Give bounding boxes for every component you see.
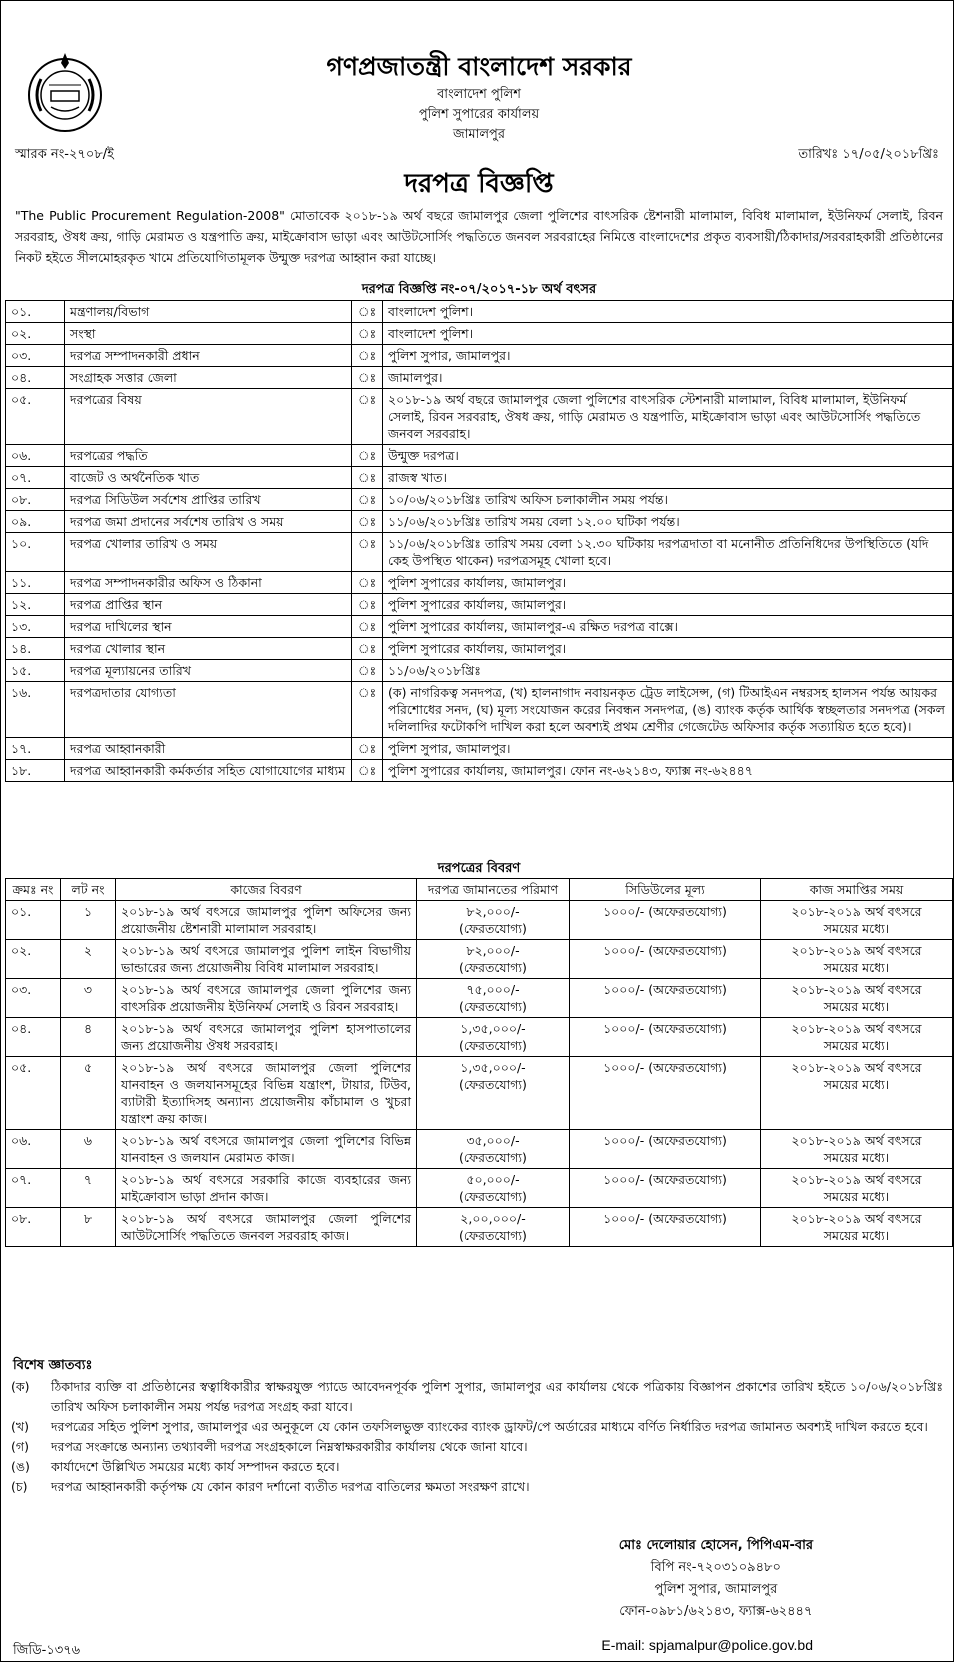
tender-desc: ২০১৮-১৯ অর্থ বৎসরে সরকারি কাজে ব্যবহারের জন্য মাইক্রোবাস ভাড়া প্রদান কাজ। [121,1172,411,1204]
note-key: (গ) [11,1439,29,1454]
detail-sep: ঃ [352,323,383,345]
special-note [11,1377,943,1417]
tender-row [6,1130,953,1169]
signatory-designation: পুলিশ সুপার, জামালপুর [654,1582,778,1597]
detail-value: রাজস্ব খাত। [383,467,953,489]
tender-security: ১,৩৫,০০০/- [460,1060,526,1075]
tender-refundable: (ফেরতযোগ্য) [459,960,527,975]
tender-period: ২০১৮-২০১৯ অর্থ বৎসরে [791,1172,922,1187]
tender-refundable: (ফেরতযোগ্য) [459,1189,527,1204]
detail-row [6,367,953,389]
tender-security: ৫০,০০০/- [466,1172,520,1187]
tender-security: ৩৫,০০০/- [466,1133,520,1148]
tender-schedule-fee: ১০০০/- (অফেরতযোগ্য) [603,982,727,997]
detail-value: পুলিশ সুপার, জামালপুর। [383,345,953,367]
header-line-3: জামালপুর [452,127,506,142]
tender-sl: ০৪. [11,1021,32,1036]
gd-number: জিডি-১৩৭৬ [13,1643,81,1658]
detail-no: ০৬. [6,445,65,467]
detail-value: পুলিশ সুপারের কার্যালয়, জামালপুর-এ রক্ষিত দরপত্র বাক্সে। [383,616,953,638]
details-table [5,300,953,782]
tender-sl: ০৫. [11,1060,32,1075]
special-note [11,1457,943,1477]
tender-lot: ১ [83,904,93,919]
col-sl: ক্রমঃ নং [6,879,61,901]
tender-desc: ২০১৮-১৯ অর্থ বৎসরে জামালপুর পুলিশ হাসপাতালের জন্য প্রয়োজনীয় ঔষধ সরবরাহ। [121,1021,411,1053]
special-notes-heading: বিশেষ জ্ঞাতব্যঃ [13,1358,93,1373]
detail-sep: ঃ [352,594,383,616]
tender-period: ২০১৮-২০১৯ অর্থ বৎসরে [791,1133,922,1148]
detail-sep: ঃ [352,533,383,572]
tender-schedule-fee: ১০০০/- (অফেরতযোগ্য) [603,1021,727,1036]
detail-row [6,389,953,445]
government-title: গণপ্রজাতন্ত্রী বাংলাদেশ সরকার [326,52,632,81]
tender-refundable: (ফেরতযোগ্য) [459,1228,527,1243]
detail-no: ০৮. [6,489,65,511]
tender-period: ২০১৮-২০১৯ অর্থ বৎসরে [791,904,922,919]
detail-label: দরপত্র দাখিলের স্থান [65,616,352,638]
detail-no: ০২. [6,323,65,345]
tender-desc: ২০১৮-১৯ অর্থ বৎসরে জামালপুর জেলা পুলিশের বিভিন্ন যানবাহন ও জলযান মেরামত কাজ। [121,1133,411,1165]
detail-no: ০৭. [6,467,65,489]
detail-value: ২০১৮-১৯ অর্থ বছরে জামালপুর জেলা পুলিশের বাৎসরিক স্টেশনারী মালামাল, বিবিধ মালামাল, ইউনিফর্ম সেলাই, রিবন সরবরাহ, ঔষধ ক্রয়, গাড়ি মেরামত ও যন্ত্রপাতি, মাইক্রোবাস ভাড়া এবং আউটসোর্সিং পদ্ধতিতে জনবল সরবরাহ। [383,389,953,445]
detail-no: ১১. [6,572,65,594]
col-lot: লট নং [61,879,116,901]
col-desc: কাজের বিবরণ [116,879,417,901]
detail-value: উন্মুক্ত দরপত্র। [383,445,953,467]
detail-row [6,533,953,572]
tender-desc: ২০১৮-১৯ অর্থ বৎসরে জামালপুর জেলা পুলিশের আউটসোর্সিং পদ্ধতিতে জনবল সরবরাহ কাজ। [121,1211,411,1243]
tender-sl: ০১. [11,904,32,919]
tender-sl: ০৭. [11,1172,32,1187]
tender-period-note: সময়ের মধ্যে। [823,1150,890,1165]
tender-period: ২০১৮-২০১৯ অর্থ বৎসরে [791,1211,922,1226]
tender-period-note: সময়ের মধ্যে। [823,1228,890,1243]
detail-value: ১১/০৬/২০১৮খ্রিঃ [383,660,953,682]
tender-lot: ৪ [83,1021,93,1036]
tender-refundable: (ফেরতযোগ্য) [459,1150,527,1165]
detail-no: ১৮. [6,760,65,782]
detail-value: ১০/০৬/২০১৮খ্রিঃ তারিখ অফিস চলাকালীন সময় পর্যন্ত। [383,489,953,511]
detail-label: দরপত্র সম্পাদনকারী প্রধান [65,345,352,367]
tender-row [6,1169,953,1208]
detail-label: দরপত্রের পদ্ধতি [65,445,352,467]
tender-lot: ৮ [83,1211,93,1226]
detail-label: সংস্থা [65,323,352,345]
note-text: ঠিকাদার ব্যক্তি বা প্রতিষ্ঠানের স্বত্বাধিকারীর স্বাক্ষরযুক্ত প্যাডে আবেদনপূর্বক পুলিশ সুপার, জামালপুর এর কার্যালয় থেকে পত্রিকায় বিজ্ঞাপন প্রকাশের তারিখ হইতে ১০/০৬/২০১৮খ্রিঃ তারিখ অফিস চলাকালীন সময় পর্যন্ত দরপত্র সংগ্রহ করা যাবে। [51,1379,943,1414]
tender-period: ২০১৮-২০১৯ অর্থ বৎসরে [791,1060,922,1075]
detail-sep: ঃ [352,467,383,489]
tender-table [5,878,953,1247]
detail-label: মন্ত্রণালয়/বিভাগ [65,301,352,323]
detail-row [6,445,953,467]
notice-subheading: দরপত্র বিজ্ঞপ্তি নং-০৭/২০১৭-১৮ অর্থ বৎসর [361,282,597,297]
detail-value: পুলিশ সুপারের কার্যালয়, জামালপুর। [383,572,953,594]
detail-value: ১১/০৬/২০১৮খ্রিঃ তারিখ সময় বেলা ১২.০০ ঘটিকা পর্যন্ত। [383,511,953,533]
special-note [11,1477,943,1497]
detail-row [6,572,953,594]
tender-sl: ০৩. [11,982,32,997]
tender-schedule-fee: ১০০০/- (অফেরতযোগ্য) [603,1211,727,1226]
tender-row [6,940,953,979]
tender-sl: ০৮. [11,1211,32,1226]
detail-no: ১৩. [6,616,65,638]
detail-label: দরপত্রদাতার যোগ্যতা [65,682,352,738]
detail-label: দরপত্র প্রাপ্তির স্থান [65,594,352,616]
tender-period-note: সময়ের মধ্যে। [823,921,890,936]
detail-sep: ঃ [352,389,383,445]
note-key: (ঙ) [11,1459,30,1474]
detail-sep: ঃ [352,616,383,638]
note-text: দরপত্র আহ্বানকারী কর্তৃপক্ষ যে কোন কারণ দর্শানো ব্যতীত দরপত্র বাতিলের ক্ষমতা সংরক্ষণ রাখে। [51,1479,530,1494]
tender-desc: ২০১৮-১৯ অর্থ বৎসরে জামালপুর পুলিশ অফিসের জন্য প্রয়োজনীয় ষ্টেশনারী মালামাল সরবরাহ। [121,904,411,936]
tender-period-note: সময়ের মধ্যে। [823,1077,890,1092]
special-note [11,1417,943,1437]
tender-table-header [6,879,953,901]
tender-lot: ৬ [83,1133,93,1148]
tender-lot: ৫ [83,1060,93,1075]
col-fee: সিডিউলের মূল্য [570,879,761,901]
detail-sep: ঃ [352,738,383,760]
detail-row [6,638,953,660]
tender-refundable: (ফেরতযোগ্য) [459,921,527,936]
detail-sep: ঃ [352,660,383,682]
tender-period: ২০১৮-২০১৯ অর্থ বৎসরে [791,982,922,997]
detail-sep: ঃ [352,489,383,511]
detail-row [6,738,953,760]
detail-label: দরপত্র জমা প্রদানের সর্বশেষ তারিখ ও সময় [65,511,352,533]
tender-lot: ২ [83,943,93,958]
detail-no: ১৪. [6,638,65,660]
tender-period-note: সময়ের মধ্যে। [823,960,890,975]
tender-security: ১,৩৫,০০০/- [460,1021,526,1036]
detail-value: পুলিশ সুপারের কার্যালয়, জামালপুর। [383,594,953,616]
detail-value: জামালপুর। [383,367,953,389]
detail-row [6,616,953,638]
detail-sep: ঃ [352,445,383,467]
detail-label: দরপত্র মূল্যায়নের তারিখ [65,660,352,682]
detail-label: দরপত্র খোলার স্থান [65,638,352,660]
detail-value: ১১/০৬/২০১৮খ্রিঃ তারিখ সময় বেলা ১২.৩০ ঘটিকায় দরপত্রদাতা বা মনোনীত প্রতিনিধিদের উপস্থিতিতে (যদি কেহ উপস্থিত থাকেন) দরপত্রসমূহ খোলা হবে। [383,533,953,572]
detail-no: ১৭. [6,738,65,760]
detail-label: দরপত্র খোলার তারিখ ও সময় [65,533,352,572]
detail-value: পুলিশ সুপার, জামালপুর। [383,738,953,760]
col-security: দরপত্র জামানতের পরিমাণ [417,879,570,901]
note-key: (ক) [11,1379,30,1394]
notice-title: দরপত্র বিজ্ঞপ্তি [404,169,554,199]
intro-paragraph: "The Public Procurement Regulation-2008" মোতাবেক ২০১৮-১৯ অর্থ বছরে জামালপুর জেলা পুলিশের বাৎসরিক ষ্টেশনারী মালামাল, বিবিধ মালামাল, ইউনিফর্ম সেলাই, রিবন সরবরাহ, ঔষধ ক্রয়, গাড়ি মেরামত ও যন্ত্রপাতি ক্রয়, মাইক্রোবাস ভাড়া এবং আউটসোর্সিং পদ্ধতিতে জনবল সরবরাহের নিমিত্তে বাংলাদেশের প্রকৃত ব্যবসায়ী/ঠিকাদার/সরবরাহকারী প্রতিষ্ঠানের নিকট হইতে সীলমোহরকৃত খামে প্রতিযোগিতামূলক উন্মুক্ত দরপত্র আহ্বান করা যাচ্ছে। [15,208,943,265]
tender-desc: ২০১৮-১৯ অর্থ বৎসরে জামালপুর পুলিশ লাইন বিভাগীয় ভান্ডারের জন্য প্রয়োজনীয় বিবিধ মালামাল সরবরাহ। [121,943,411,975]
detail-row [6,489,953,511]
detail-row [6,682,953,738]
detail-label: দরপত্র সিডিউল সর্বশেষ প্রাপ্তির তারিখ [65,489,352,511]
detail-sep: ঃ [352,760,383,782]
tender-sl: ০৬. [11,1133,32,1148]
tender-row [6,901,953,940]
detail-label: দরপত্র আহ্বানকারী কর্মকর্তার সহিত যোগাযোগের মাধ্যম [65,760,352,782]
detail-value: পুলিশ সুপারের কার্যালয়, জামালপুর। ফোন নং-৬২১৪৩, ফ্যাক্স নং-৬২৪৪৭ [383,760,953,782]
tender-row [6,979,953,1018]
tender-row [6,1208,953,1247]
detail-value: পুলিশ সুপারের কার্যালয়, জামালপুর। [383,638,953,660]
header-line-1: বাংলাদেশ পুলিশ [437,87,521,102]
contact-email: E-mail: spjamalpur@police.gov.bd [601,1637,813,1653]
tender-schedule-fee: ১০০০/- (অফেরতযোগ্য) [603,1172,727,1187]
tender-period-note: সময়ের মধ্যে। [823,1038,890,1053]
tender-security: ৮২,০০০/- [466,904,520,919]
detail-label: দরপত্র সম্পাদনকারীর অফিস ও ঠিকানা [65,572,352,594]
detail-sep: ঃ [352,345,383,367]
special-notes [11,1377,943,1497]
tender-security: ৭৫,০০০/- [466,982,520,997]
special-note [11,1437,943,1457]
detail-sep: ঃ [352,682,383,738]
tender-refundable: (ফেরতযোগ্য) [459,999,527,1014]
note-text: দরপত্র সংক্রান্তে অন্যান্য তথ্যাবলী দরপত্র সংগ্রহকালে নিম্নস্বাক্ষরকারীর কার্যালয় থেকে জানা যাবে। [51,1439,528,1454]
tender-schedule-fee: ১০০০/- (অফেরতযোগ্য) [603,904,727,919]
detail-no: ১০. [6,533,65,572]
note-text: কার্যাদেশে উল্লিখিত সময়ের মধ্যে কার্য সম্পাদন করতে হবে। [51,1459,340,1474]
detail-value: (ক) নাগরিকত্ব সনদপত্র, (খ) হালনাগাদ নবায়নকৃত ট্রেড লাইসেন্স, (গ) টিআইএন নম্বরসহ হালসন পর্যন্ত আয়কর পরিশোধের সনদ, (ঘ) মূল্য সংযোজন করের নিবন্ধন সনদপত্র, (ঙ) ব্যাংক কর্তৃক আর্থিক স্বচ্ছলতার সনদপত্র (সকল দলিলাদির ফটোকপি দাখিল করা হলে অবশ্যই প্রথম শ্রেণীর গেজেটেড অফিসার কর্তৃক সত্যায়িত হতে হবে)। [383,682,953,738]
notice-date: তারিখঃ ১৭/০৫/২০১৮খ্রিঃ [798,147,939,162]
note-key: (চ) [11,1479,28,1494]
detail-no: ১২. [6,594,65,616]
detail-value: বাংলাদেশ পুলিশ। [383,301,953,323]
detail-no: ১৫. [6,660,65,682]
tender-desc: ২০১৮-১৯ অর্থ বৎসরে জামালপুর জেলা পুলিশের জন্য বাৎসরিক প্রয়োজনীয় ইউনিফর্ম সেলাই ও রিবন সরবরাহ। [121,982,411,1014]
note-text: দরপত্রের সহিত পুলিশ সুপার, জামালপুর এর অনুকূলে যে কোন তফসিলভুক্ত ব্যাংকের ব্যাংক ড্রাফট/পে অর্ডারের মাধ্যমে বর্ণিত নির্ধারিত দরপত্র জামানত অবশ্যই দাখিল করতে হবে। [51,1419,928,1434]
tender-period: ২০১৮-২০১৯ অর্থ বৎসরে [791,1021,922,1036]
detail-no: ১৬. [6,682,65,738]
detail-row [6,511,953,533]
detail-label: দরপত্র আহ্বানকারী [65,738,352,760]
tender-security: ২,০০,০০০/- [460,1211,526,1226]
detail-label: দরপত্রের বিষয় [65,389,352,445]
detail-no: ০৯. [6,511,65,533]
tender-table-heading: দরপত্রের বিবরণ [437,861,521,876]
detail-no: ০৩. [6,345,65,367]
col-period: কাজ সমাপ্তির সময় [761,879,953,901]
detail-no: ০৫. [6,389,65,445]
tender-refundable: (ফেরতযোগ্য) [459,1038,527,1053]
note-key: (খ) [11,1419,29,1434]
detail-no: ০১. [6,301,65,323]
signatory-name: মোঃ দেলোয়ার হোসেন, পিপিএম-বার [618,1538,813,1553]
signature-block [619,1535,813,1623]
signatory-bp: বিপি নং-৭২০৩১০৯৪৮০ [650,1560,781,1575]
tender-schedule-fee: ১০০০/- (অফেরতযোগ্য) [603,943,727,958]
detail-row [6,760,953,782]
detail-row [6,301,953,323]
memo-number: স্মারক নং-২৭০৮/ই [15,147,114,162]
tender-desc: ২০১৮-১৯ অর্থ বৎসরে জামালপুর জেলা পুলিশের যানবাহন ও জলযানসমূহের বিভিন্ন যন্ত্রাংশ, টায়ার, টিউব, ব্যাটারী ইত্যাদিসহ অন্যান্য প্রয়োজনীয় কাঁচামাল ও খুচরা যন্ত্রাংশ ক্রয় কাজ। [121,1060,411,1126]
tender-sl: ০২. [11,943,32,958]
detail-row [6,323,953,345]
tender-security: ৮২,০০০/- [466,943,520,958]
tender-refundable: (ফেরতযোগ্য) [459,1077,527,1092]
signatory-phone: ফোন-০৯৮১/৬২১৪৩, ফ্যাক্স-৬২৪৪৭ [619,1604,813,1619]
detail-row [6,660,953,682]
detail-sep: ঃ [352,638,383,660]
detail-label: বাজেট ও অর্থনৈতিক খাত [65,467,352,489]
detail-label: সংগ্রাহক সত্তার জেলা [65,367,352,389]
tender-schedule-fee: ১০০০/- (অফেরতযোগ্য) [603,1060,727,1075]
detail-sep: ঃ [352,367,383,389]
tender-row [6,1057,953,1130]
detail-no: ০৪. [6,367,65,389]
detail-sep: ঃ [352,511,383,533]
tender-row [6,1018,953,1057]
detail-row [6,594,953,616]
tender-schedule-fee: ১০০০/- (অফেরতযোগ্য) [603,1133,727,1148]
tender-lot: ৭ [83,1172,93,1187]
tender-period-note: সময়ের মধ্যে। [823,999,890,1014]
tender-lot: ৩ [83,982,93,997]
detail-row [6,345,953,367]
tender-period: ২০১৮-২০১৯ অর্থ বৎসরে [791,943,922,958]
detail-sep: ঃ [352,572,383,594]
detail-sep: ঃ [352,301,383,323]
header-line-2: পুলিশ সুপারের কার্যালয় [418,107,540,122]
tender-period-note: সময়ের মধ্যে। [823,1189,890,1204]
detail-row [6,467,953,489]
detail-value: বাংলাদেশ পুলিশ। [383,323,953,345]
